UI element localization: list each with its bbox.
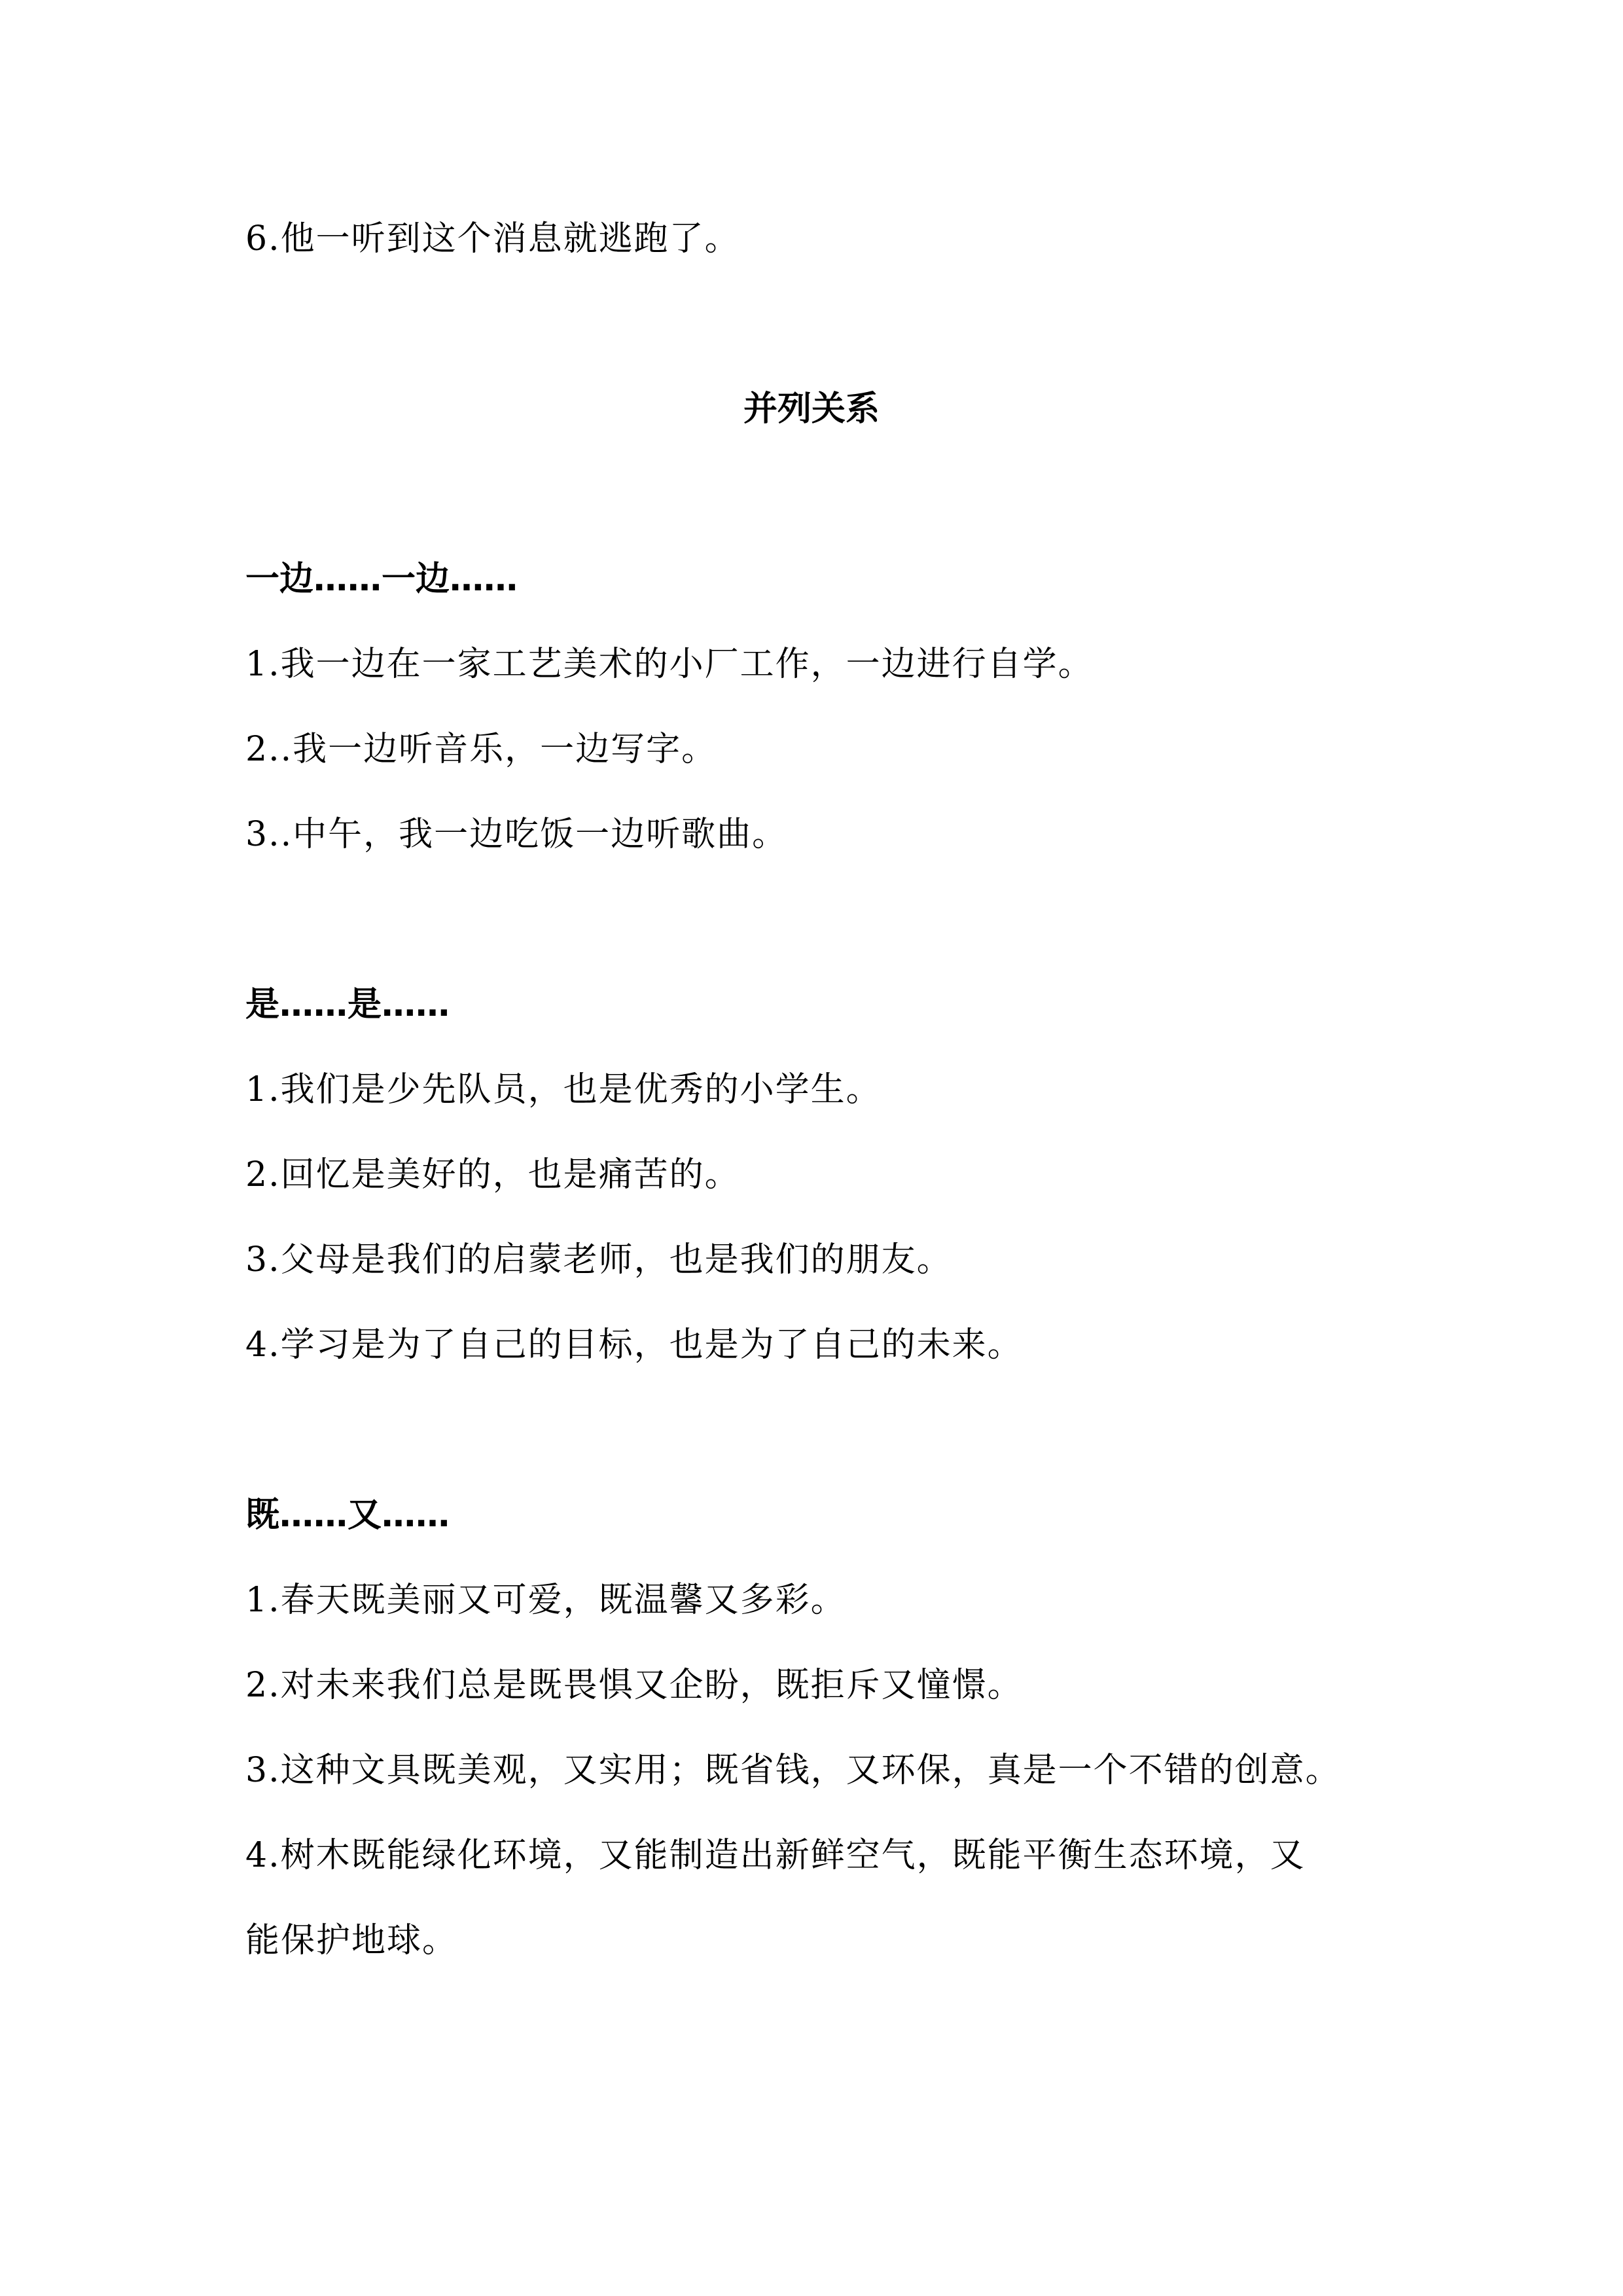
- list-item: 2..我一边听音乐，一边写字。: [245, 730, 717, 769]
- list-item: 3..中午，我一边吃饭一边听歌曲。: [245, 815, 788, 854]
- list-item: 6.他一听到这个消息就逃跑了。: [245, 219, 740, 259]
- list-item-continuation: 能保护地球。: [245, 1921, 458, 1960]
- list-item: 1.我们是少先队员，也是优秀的小学生。: [245, 1070, 882, 1109]
- list-item: 3.父母是我们的启蒙老师，也是我们的朋友。: [245, 1240, 952, 1280]
- list-item: 3.这种文具既美观，又实用；既省钱，又环保，真是一个不错的创意。: [245, 1751, 1341, 1790]
- list-item: 4.学习是为了自己的目标，也是为了自己的未来。: [245, 1325, 1023, 1365]
- list-item: 1.我一边在一家工艺美术的小厂工作，一边进行自学。: [245, 645, 1094, 684]
- section-title: 并列关系: [743, 389, 880, 429]
- list-item: 2.回忆是美好的，也是痛苦的。: [245, 1155, 740, 1194]
- group-heading: 一边……一边……: [245, 560, 518, 599]
- group-heading: 是……是……: [245, 985, 450, 1024]
- list-item: 4.树木既能绿化环境，又能制造出新鲜空气，既能平衡生态环境，又: [245, 1836, 1306, 1875]
- list-item: 2.对未来我们总是既畏惧又企盼，既拒斥又憧憬。: [245, 1666, 1023, 1705]
- list-item: 1.春天既美丽又可爱，既温馨又多彩。: [245, 1581, 846, 1620]
- group-heading: 既……又……: [245, 1496, 450, 1535]
